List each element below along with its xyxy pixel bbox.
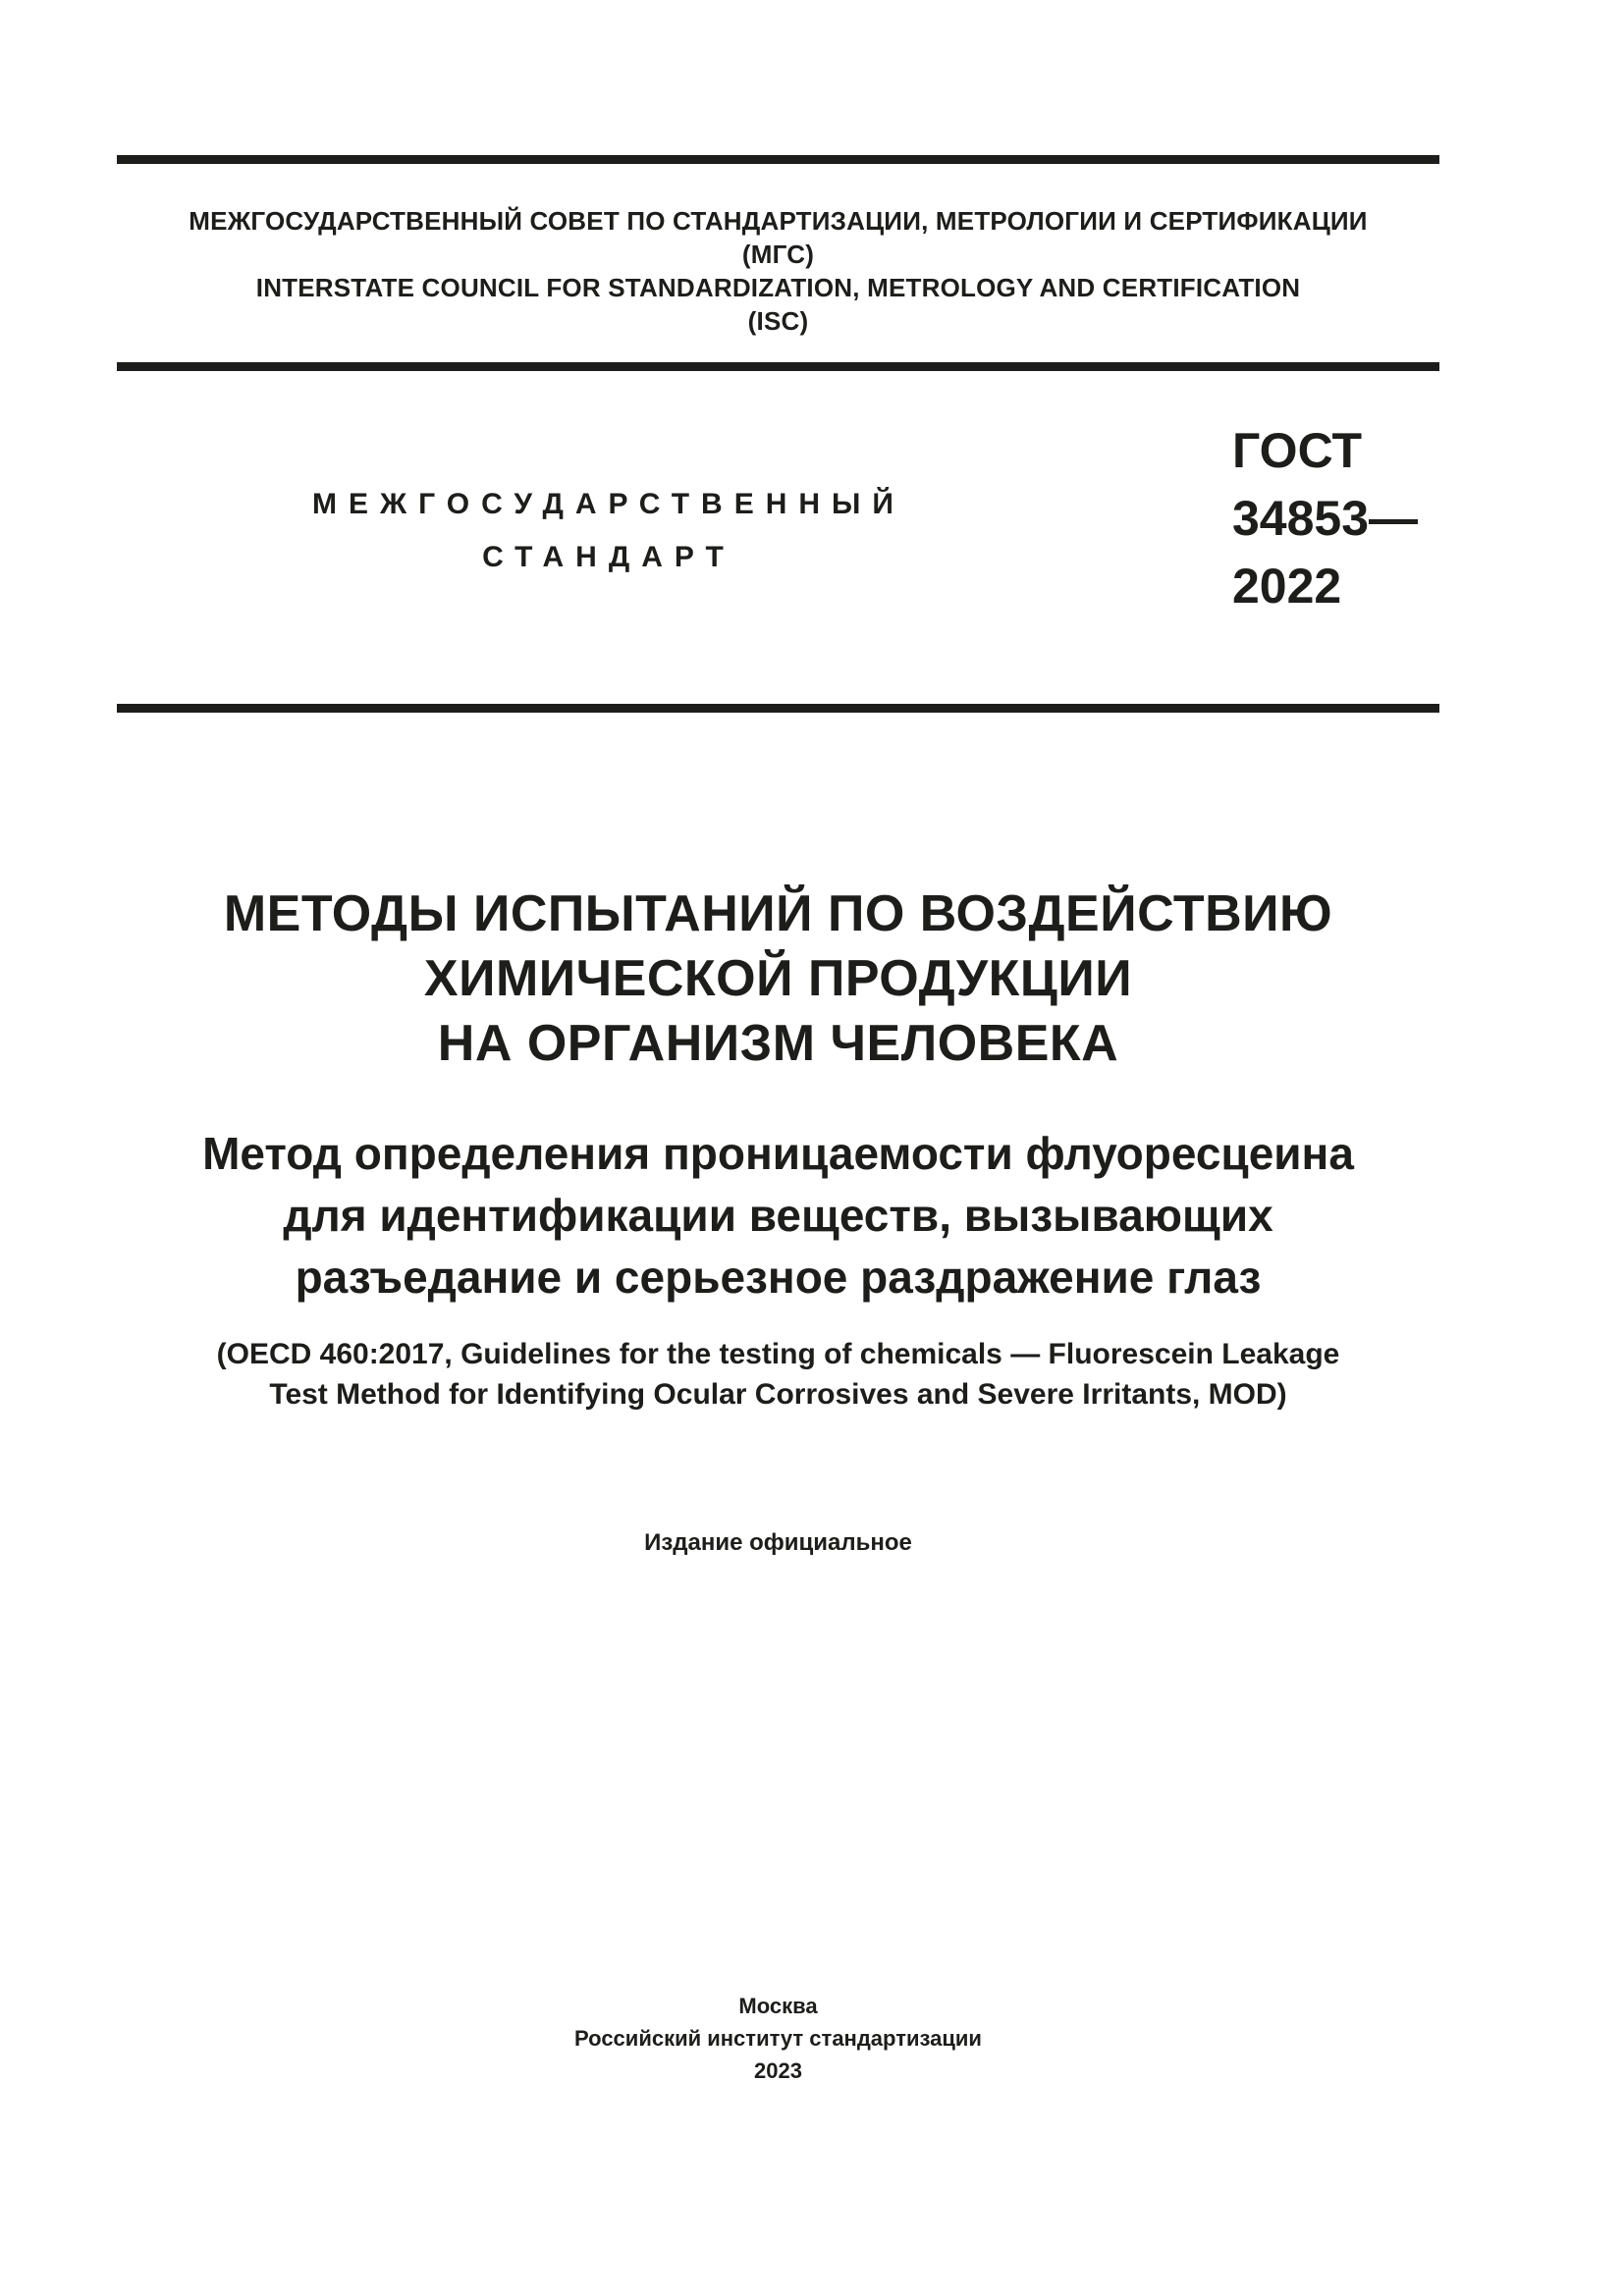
council-divider xyxy=(117,362,1439,371)
sub-title-line: разъедание и серьезное раздражение глаз xyxy=(295,1252,1262,1303)
imprint-city: Москва xyxy=(738,1994,818,2018)
imprint-year: 2023 xyxy=(754,2058,802,2083)
heading-divider xyxy=(117,704,1439,713)
gost-designation xyxy=(1232,417,1418,620)
council-abbr-ru: (МГС) xyxy=(741,240,815,269)
sub-title xyxy=(117,1123,1439,1308)
sub-title-line: для идентификации веществ, вызывающих xyxy=(283,1190,1273,1241)
imprint-publisher: Российский институт стандартизации xyxy=(574,2026,982,2051)
main-title xyxy=(117,881,1439,1076)
source-reference-line: Test Method for Identifying Ocular Corrosives and Severe Irritants, MOD) xyxy=(269,1378,1287,1411)
edition-label: Издание официальное xyxy=(644,1529,912,1556)
source-reference-line: (OECD 460:2017, Guidelines for the testing of chemicals — Fluorescein Leakage xyxy=(216,1338,1340,1370)
sub-title-line: Метод определения проницаемости флуоресцеина xyxy=(202,1128,1354,1179)
source-reference xyxy=(117,1334,1439,1415)
council-name-en: INTERSTATE COUNCIL FOR STANDARDIZATION, METROLOGY AND CERTIFICATION xyxy=(255,273,1301,302)
standard-kind-word2: СТАНДАРТ xyxy=(482,541,735,573)
gost-number: 34853— xyxy=(1232,491,1419,546)
main-title-line: МЕТОДЫ ИСПЫТАНИЙ ПО ВОЗДЕЙСТВИЮ xyxy=(223,885,1333,942)
main-title-line: НА ОРГАНИЗМ ЧЕЛОВЕКА xyxy=(437,1015,1119,1072)
council-abbr-en: (ISC) xyxy=(747,306,809,336)
imprint xyxy=(117,1990,1439,2087)
standard-kind-word1: МЕЖГОСУДАРСТВЕННЫЙ xyxy=(312,488,905,520)
main-title-line: ХИМИЧЕСКОЙ ПРОДУКЦИИ xyxy=(423,950,1133,1007)
standard-kind xyxy=(255,478,962,584)
top-divider xyxy=(117,155,1439,164)
gost-label: ГОСТ xyxy=(1232,423,1362,478)
council-name-ru: МЕЖГОСУДАРСТВЕННЫЙ СОВЕТ ПО СТАНДАРТИЗАЦИИ, МЕТРОЛОГИИ И СЕРТИФИКАЦИИ xyxy=(189,206,1368,236)
gost-year: 2022 xyxy=(1232,559,1342,614)
council-header xyxy=(117,204,1439,338)
